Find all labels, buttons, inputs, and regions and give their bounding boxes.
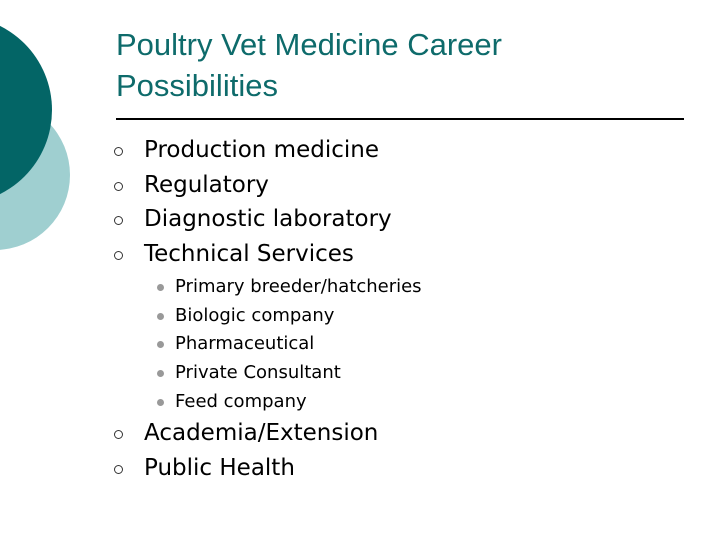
sub-bullet-text: Primary breeder/hatcheries [175, 276, 422, 297]
sub-bullet-text: Private Consultant [175, 362, 341, 384]
sub-bullet-item [157, 359, 657, 388]
bullet-item [114, 416, 674, 451]
bullet-item [114, 451, 674, 486]
bullet-text: Production medicine [144, 137, 379, 163]
filled-dot-icon [157, 399, 164, 406]
sub-bullet-item [157, 388, 657, 417]
bullet-item [114, 202, 674, 237]
filled-dot-icon [157, 313, 164, 320]
sub-bullet-item [157, 330, 657, 359]
sub-bullet-text: Pharmaceutical [175, 333, 315, 355]
bullet-text: Regulatory [144, 171, 269, 198]
filled-dot-icon [157, 341, 164, 348]
title-divider [116, 118, 684, 120]
sub-bullet-item [157, 273, 657, 302]
sub-bullet-list [157, 273, 657, 417]
sub-bullet-text: Feed company [175, 390, 307, 412]
bullet-item [114, 133, 674, 168]
filled-dot-icon [157, 284, 164, 291]
hollow-circle-icon [114, 147, 123, 156]
main-bullet-list [114, 133, 674, 271]
bullet-item [114, 237, 674, 272]
bullet-text: Public Health [144, 454, 295, 481]
more-bullet-list [114, 416, 674, 485]
filled-dot-icon [157, 370, 164, 377]
slide-title [116, 24, 676, 106]
bullet-text: Technical Services [144, 240, 354, 267]
decorative-circles [0, 0, 120, 300]
hollow-circle-icon [114, 251, 123, 260]
hollow-circle-icon [114, 430, 123, 439]
hollow-circle-icon [114, 182, 123, 191]
hollow-circle-icon [114, 465, 123, 474]
title-line-2: Possibilities [116, 68, 278, 103]
hollow-circle-icon [114, 216, 123, 225]
bullet-text: Academia/Extension [144, 420, 379, 446]
title-line-1: Poultry Vet Medicine Career [116, 27, 502, 62]
sub-bullet-text: Biologic company [175, 304, 335, 326]
bullet-text: Diagnostic laboratory [144, 206, 392, 232]
sub-bullet-item [157, 302, 657, 331]
bullet-item [114, 168, 674, 203]
